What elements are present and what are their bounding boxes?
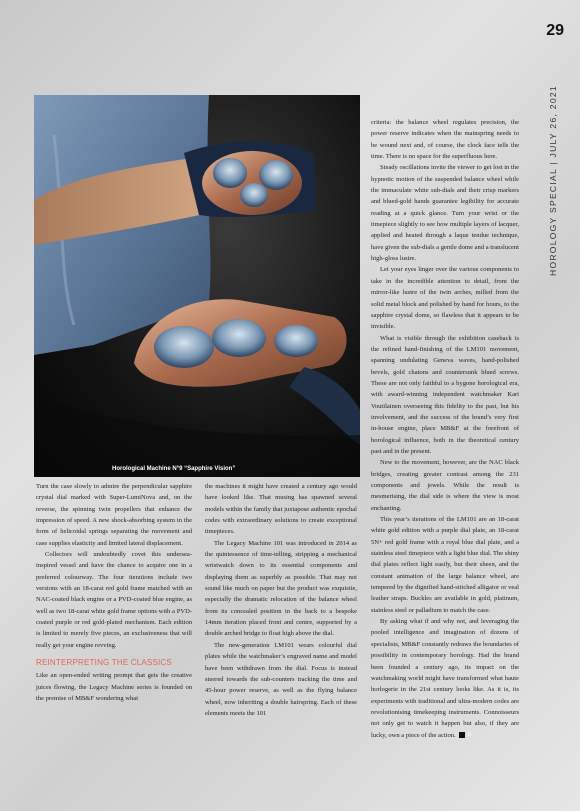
paragraph: Like an open-ended writing prompt that gets the creative juices flowing, the Legacy Machine series is founded on the premise of MB&F wondering what	[36, 672, 192, 702]
end-mark-icon: B	[459, 732, 465, 738]
paragraph: New to the movement, however, are the NAC black bridges, creating greater contrast among the 231 components and jewels. While the result is mesmerising, the dial side is where the view is most enchanting.	[371, 459, 519, 512]
column-2	[205, 481, 357, 719]
hero-photo	[34, 95, 360, 477]
column-3	[371, 117, 519, 741]
paragraph: Let your eyes linger over the various components to take in the incredible attention to detail, from the mirror-like lustre of the twin arches, milled from the solid metal block and polished by hand for hours, to the sapphire crystal dome, so flawless that it appears to be invisible.	[371, 266, 519, 331]
paragraph: The new-generation LM101 wears colourful dial plates while the watchmaker’s engraved name and model have been withdrawn from the dial. Focus is instead steered towards the sub-counters tracking the time and 45-hour power reserve, as well as the flying balance wheel, now inheriting a double hairspring. Each of these elements meets the 101	[205, 641, 357, 717]
section-subhead: REINTERPRETING THE CLASSICS	[36, 658, 172, 668]
paragraph: What is visible through the exhibition caseback is the refined hand-finishing of the LM101 movement, spanning undulating Geneva waves, hand-polished bevels, gold chatons and countersunk blued screws. These are not only faithful to a bygone horological era, with award-winning independent watchmaker Kari Voutilainen overseeing this fidelity to the past, but his involvement, and the success of the brand’s very first in-house engine, place MB&F at the forefront of horological influence, both in the theoretical century past and in the present.	[371, 334, 519, 455]
paragraph: Steady oscillations invite the viewer to get lost in the hypnotic motion of the suspended balance wheel while the immaculate white sub-dials and their crisp markers and blued-gold hands guarantee legibility for accurate reading at a quick glance. Turn your wrist or the timepiece slightly to see how multiple layers of lacquer, applied and heated through a laque tendue technique, have given the sub-dials a gentle dome and a translucent high-gloss lustre.	[371, 164, 519, 263]
paragraph-text: By asking what if and why not, and leveraging the pooled intelligence and imagination of dozens of specialists, MB&F constantly redraws the boundaries of possibility in contemporary horology. Had the brand been founded a century ago, its impact on the watchmaking world might have transformed what haute horlogerie in the 21st century looks like. As it is, its experiments with traditional and ultra-modern codes are revolutionising timekeeping instruments. Connoisseurs not only get to watch it happen but also, if they are lucky, own a piece of the action.	[371, 618, 519, 739]
paragraph: criteria: the balance wheel regulates precision, the power reserve indicates when the mainspring needs to be wound next and, of course, the clock face tells the time. There is no space for the superfluous here.	[371, 119, 519, 161]
paragraph	[371, 616, 519, 741]
paragraph: Collectors will undoubtedly covet this undersea-inspired vessel and have the chance to acquire one in a preferred colourway. The four iterations include two versions with an 18-carat red gold frame matched with an NAC-coated black engine or a PVD-coated blue engine, as well as two 18-carat white gold frame options with a PVD-coated purple or red gold-plated mechanism. Each edition is limited to merely five pieces, an exclusiveness that will really get your engine revving.	[36, 551, 192, 649]
paragraph: the machines it might have created a century ago would have looked like. That musing has spawned several models within the family that juxtapose authentic epochal codes with extraordinary solutions to create exceptional timepieces.	[205, 483, 357, 536]
page-number: 29	[546, 22, 564, 39]
column-1	[36, 481, 192, 704]
paragraph: The Legacy Machine 101 was introduced in 2014 as the quintessence of time-telling, stripping a mechanical wristwatch down to its essential components and displaying them as superbly as possible. That may not sound like much on paper but the product was exquisite, especially the dramatic relocation of the balance wheel from its concealed position in the back to a bespoke 14mm iteration placed front and centre, supported by a double arched bridge to float high above the dial.	[205, 539, 357, 638]
paragraph: Turn the case slowly to admire the perpendicular sapphire crystal dial marked with Super-LumiNova and, on the reverse, the spinning twin propellers that enhance the impression of speed. A new shock-absorbing system in the form of helicoidal springs separating the movement and case supplies elasticity and limited lateral displacement.	[36, 483, 192, 547]
paragraph: This year’s iterations of the LM101 are an 18-carat white gold edition with a purple dial plate, an 18-carat 5N+ red gold frame with a royal blue dial plate, and a stainless steel timepiece with a light blue dial. The shiny dial plates reflect light easily, but their sheen, and the constant animation of the large balance wheel, are tempered by the dignified hand-stitched alligator or veal leather straps. Buckles are available in gold, platinum, stainless steel or palladium to match the case.	[371, 516, 519, 614]
photo-caption: Horological Machine N°9 “Sapphire Vision”	[112, 466, 236, 472]
running-head: HOROLOGY SPECIAL | JULY 26, 2021	[548, 85, 558, 276]
